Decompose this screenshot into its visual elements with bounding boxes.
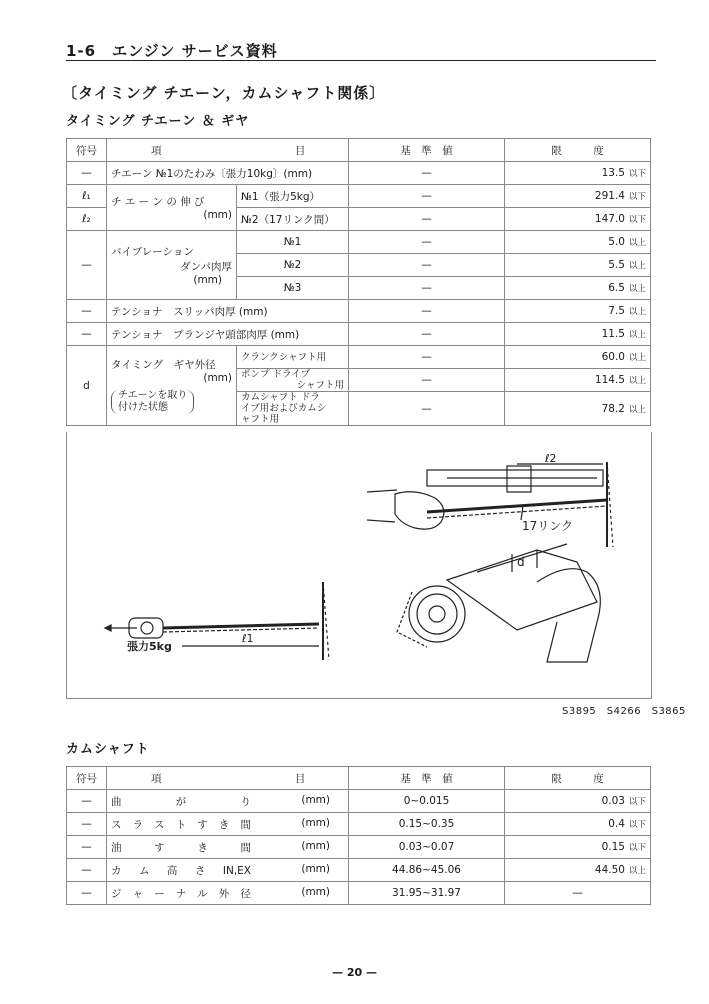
cell-limit bbox=[505, 392, 651, 426]
cell-symbol: — bbox=[67, 323, 107, 346]
cell-subitem: №1（張力5kg） bbox=[237, 185, 349, 208]
cell-limit bbox=[505, 323, 651, 346]
cell-symbol: — bbox=[67, 162, 107, 185]
label-d: d bbox=[517, 555, 525, 569]
cell-subitem bbox=[237, 392, 349, 426]
limit-value: 0.15 bbox=[601, 841, 625, 853]
cell-std: — bbox=[349, 300, 505, 323]
item-unit: (mm) bbox=[203, 209, 232, 221]
item-unit: (mm) bbox=[301, 839, 330, 852]
table-row bbox=[67, 185, 651, 208]
cell-subitem: クランクシャフト用 bbox=[237, 346, 349, 369]
cell-limit bbox=[505, 369, 651, 392]
subitem-line: ポンプ ドライブ bbox=[241, 369, 310, 380]
label-17-links: 17リンク bbox=[522, 519, 574, 533]
cell-limit bbox=[505, 231, 651, 254]
limit-value: 11.5 bbox=[601, 328, 625, 340]
limit-value: 78.2 bbox=[601, 402, 625, 415]
col-item-b: 目 bbox=[294, 772, 306, 785]
cell-limit bbox=[505, 836, 651, 859]
limit-unit: 以下 bbox=[628, 843, 646, 853]
limit-unit: 以上 bbox=[628, 284, 646, 294]
cell-symbol: ℓ₁ bbox=[67, 185, 107, 208]
col-std: 基 準 値 bbox=[349, 767, 505, 790]
cell-limit bbox=[505, 813, 651, 836]
limit-value: 5.5 bbox=[608, 259, 625, 271]
cell-symbol: — bbox=[67, 882, 107, 905]
cell-symbol: — bbox=[67, 300, 107, 323]
cell-item bbox=[107, 859, 349, 882]
cell-item: テンショナ プランジヤ頭部肉厚 (mm) bbox=[107, 323, 349, 346]
cell-symbol: ℓ₂ bbox=[67, 208, 107, 231]
limit-unit: 以上 bbox=[628, 330, 646, 340]
item-label: ジャーナル外径 bbox=[111, 887, 251, 900]
table-row bbox=[67, 231, 651, 254]
limit-unit: 以下 bbox=[628, 192, 646, 202]
note-line: 付けた状態 bbox=[118, 402, 168, 413]
table-row bbox=[67, 323, 651, 346]
limit-unit: 以上 bbox=[628, 404, 646, 415]
cell-std: — bbox=[349, 323, 505, 346]
item-label: バイブレーション bbox=[111, 246, 194, 258]
limit-value: 7.5 bbox=[608, 305, 625, 317]
cell-std: — bbox=[349, 254, 505, 277]
limit-unit: 以上 bbox=[628, 353, 646, 363]
limit-value: 6.5 bbox=[608, 282, 625, 294]
cell-std: — bbox=[349, 231, 505, 254]
col-symbol: 符号 bbox=[67, 139, 107, 162]
limit-unit: 以下 bbox=[628, 215, 646, 225]
limit-unit: 以下 bbox=[628, 820, 646, 830]
subitem-line: カムシャフト ドラ bbox=[241, 392, 320, 403]
col-symbol: 符号 bbox=[67, 767, 107, 790]
cell-limit bbox=[505, 277, 651, 300]
figure-box bbox=[66, 432, 652, 699]
cell-item bbox=[107, 231, 237, 300]
limit-value: 13.5 bbox=[601, 167, 625, 179]
limit-unit: — bbox=[572, 887, 583, 899]
item-unit: (mm) bbox=[203, 372, 232, 384]
cell-item: チエーン №1のたわみ〔張力10kg〕(mm) bbox=[107, 162, 349, 185]
camshaft-spec-table bbox=[66, 766, 651, 905]
label-l2: ℓ2 bbox=[545, 452, 557, 465]
cell-symbol: — bbox=[67, 790, 107, 813]
item-label: 油 す き 間 bbox=[111, 841, 251, 854]
table-row bbox=[67, 346, 651, 369]
col-item-b: 目 bbox=[294, 144, 306, 157]
cell-std: — bbox=[349, 369, 505, 392]
limit-unit: 以上 bbox=[628, 307, 646, 317]
item-unit: (mm) bbox=[193, 274, 222, 286]
limit-value: 291.4 bbox=[594, 190, 625, 202]
limit-value: 0.03 bbox=[601, 795, 625, 807]
col-limit: 限 度 bbox=[505, 139, 651, 162]
cell-item bbox=[107, 346, 237, 426]
item-label: ダンパ肉厚 bbox=[180, 261, 232, 273]
cell-limit bbox=[505, 162, 651, 185]
cell-std: — bbox=[349, 208, 505, 231]
cell-item bbox=[107, 882, 349, 905]
item-label: スラストすき間 bbox=[111, 818, 251, 831]
cell-std: 0~0.015 bbox=[349, 790, 505, 813]
item-unit: (mm) bbox=[301, 793, 330, 806]
col-std: 基 準 値 bbox=[349, 139, 505, 162]
subsection-title-camshaft: カムシャフト bbox=[66, 742, 150, 757]
cell-std: — bbox=[349, 162, 505, 185]
cell-limit bbox=[505, 859, 651, 882]
cell-item bbox=[107, 185, 237, 231]
cell-symbol: — bbox=[67, 859, 107, 882]
cell-subitem: №1 bbox=[237, 231, 349, 254]
note-line: チエーンを取り bbox=[118, 390, 188, 401]
item-label: 曲 が り bbox=[111, 795, 251, 808]
limit-unit: 以上 bbox=[628, 238, 646, 248]
limit-unit: 以上 bbox=[628, 261, 646, 271]
limit-unit: 以下 bbox=[628, 797, 646, 807]
cell-std: — bbox=[349, 392, 505, 426]
col-item bbox=[107, 139, 349, 162]
limit-value: 5.0 bbox=[608, 236, 625, 248]
item-unit: (mm) bbox=[301, 816, 330, 829]
table-row bbox=[67, 300, 651, 323]
col-item-a: 項 bbox=[151, 144, 162, 157]
table-header-row bbox=[67, 139, 651, 162]
cell-subitem bbox=[237, 369, 349, 392]
limit-value: 147.0 bbox=[594, 213, 625, 225]
cell-limit bbox=[505, 208, 651, 231]
cell-std: — bbox=[349, 277, 505, 300]
col-limit: 限 度 bbox=[505, 767, 651, 790]
cell-limit bbox=[505, 346, 651, 369]
item-note bbox=[111, 390, 194, 414]
page-header: 1-6 エンジン サービス資料 bbox=[66, 42, 278, 60]
table-row bbox=[67, 859, 651, 882]
cell-subitem: №2（17リンク間） bbox=[237, 208, 349, 231]
header-rule bbox=[66, 60, 656, 61]
cell-item bbox=[107, 813, 349, 836]
cell-std: 0.03~0.07 bbox=[349, 836, 505, 859]
section-title: 〔タイミング チエーン，カムシャフト関係〕 bbox=[62, 84, 386, 102]
item-label: タイミング ギヤ外径 bbox=[111, 359, 216, 371]
col-item bbox=[107, 767, 349, 790]
limit-unit: 以上 bbox=[628, 376, 646, 386]
cell-subitem: №3 bbox=[237, 277, 349, 300]
limit-value: 0.4 bbox=[608, 818, 625, 830]
limit-value: 44.50 bbox=[594, 864, 625, 876]
table-row bbox=[67, 882, 651, 905]
cell-symbol: — bbox=[67, 836, 107, 859]
cell-std: — bbox=[349, 185, 505, 208]
table-row bbox=[67, 813, 651, 836]
subitem-line: シャフト用 bbox=[296, 380, 344, 391]
item-unit: (mm) bbox=[301, 862, 330, 875]
cell-std: 0.15~0.35 bbox=[349, 813, 505, 836]
cell-limit bbox=[505, 300, 651, 323]
figure-code: S3895 S4266 S3865 bbox=[562, 706, 686, 717]
table-row bbox=[67, 790, 651, 813]
col-item-a: 項 bbox=[151, 772, 162, 785]
item-label: カム高さIN,EX bbox=[111, 864, 251, 877]
cell-std: — bbox=[349, 346, 505, 369]
limit-value: 60.0 bbox=[601, 351, 625, 363]
table-header-row bbox=[67, 767, 651, 790]
measurement-illustration bbox=[67, 432, 651, 698]
page-number: — 20 — bbox=[332, 966, 377, 979]
cell-std: 44.86~45.06 bbox=[349, 859, 505, 882]
cell-limit bbox=[505, 882, 651, 905]
table-row bbox=[67, 162, 651, 185]
limit-value: 114.5 bbox=[594, 374, 625, 386]
label-l1: ℓ1 bbox=[242, 632, 254, 645]
limit-unit: 以下 bbox=[628, 169, 646, 179]
cell-limit bbox=[505, 790, 651, 813]
limit-unit: 以上 bbox=[628, 866, 646, 876]
cell-symbol: d bbox=[67, 346, 107, 426]
table-row bbox=[67, 836, 651, 859]
cell-limit bbox=[505, 254, 651, 277]
subitem-line: ャフト用 bbox=[241, 414, 280, 425]
item-label: チ エ ー ン の 伸 び bbox=[111, 196, 205, 208]
cell-item: テンショナ スリッパ肉厚 (mm) bbox=[107, 300, 349, 323]
item-unit: (mm) bbox=[301, 885, 330, 898]
cell-std: 31.95~31.97 bbox=[349, 882, 505, 905]
subitem-line: イブ用およびカムシ bbox=[241, 403, 327, 414]
subsection-title-chain: タイミング チエーン ＆ ギヤ bbox=[66, 114, 250, 129]
cell-limit bbox=[505, 185, 651, 208]
label-tension: 張力5kg bbox=[127, 640, 172, 653]
cell-symbol: — bbox=[67, 813, 107, 836]
cell-symbol: — bbox=[67, 231, 107, 300]
cell-item bbox=[107, 836, 349, 859]
cell-item bbox=[107, 790, 349, 813]
cell-subitem: №2 bbox=[237, 254, 349, 277]
timing-chain-spec-table bbox=[66, 138, 651, 426]
